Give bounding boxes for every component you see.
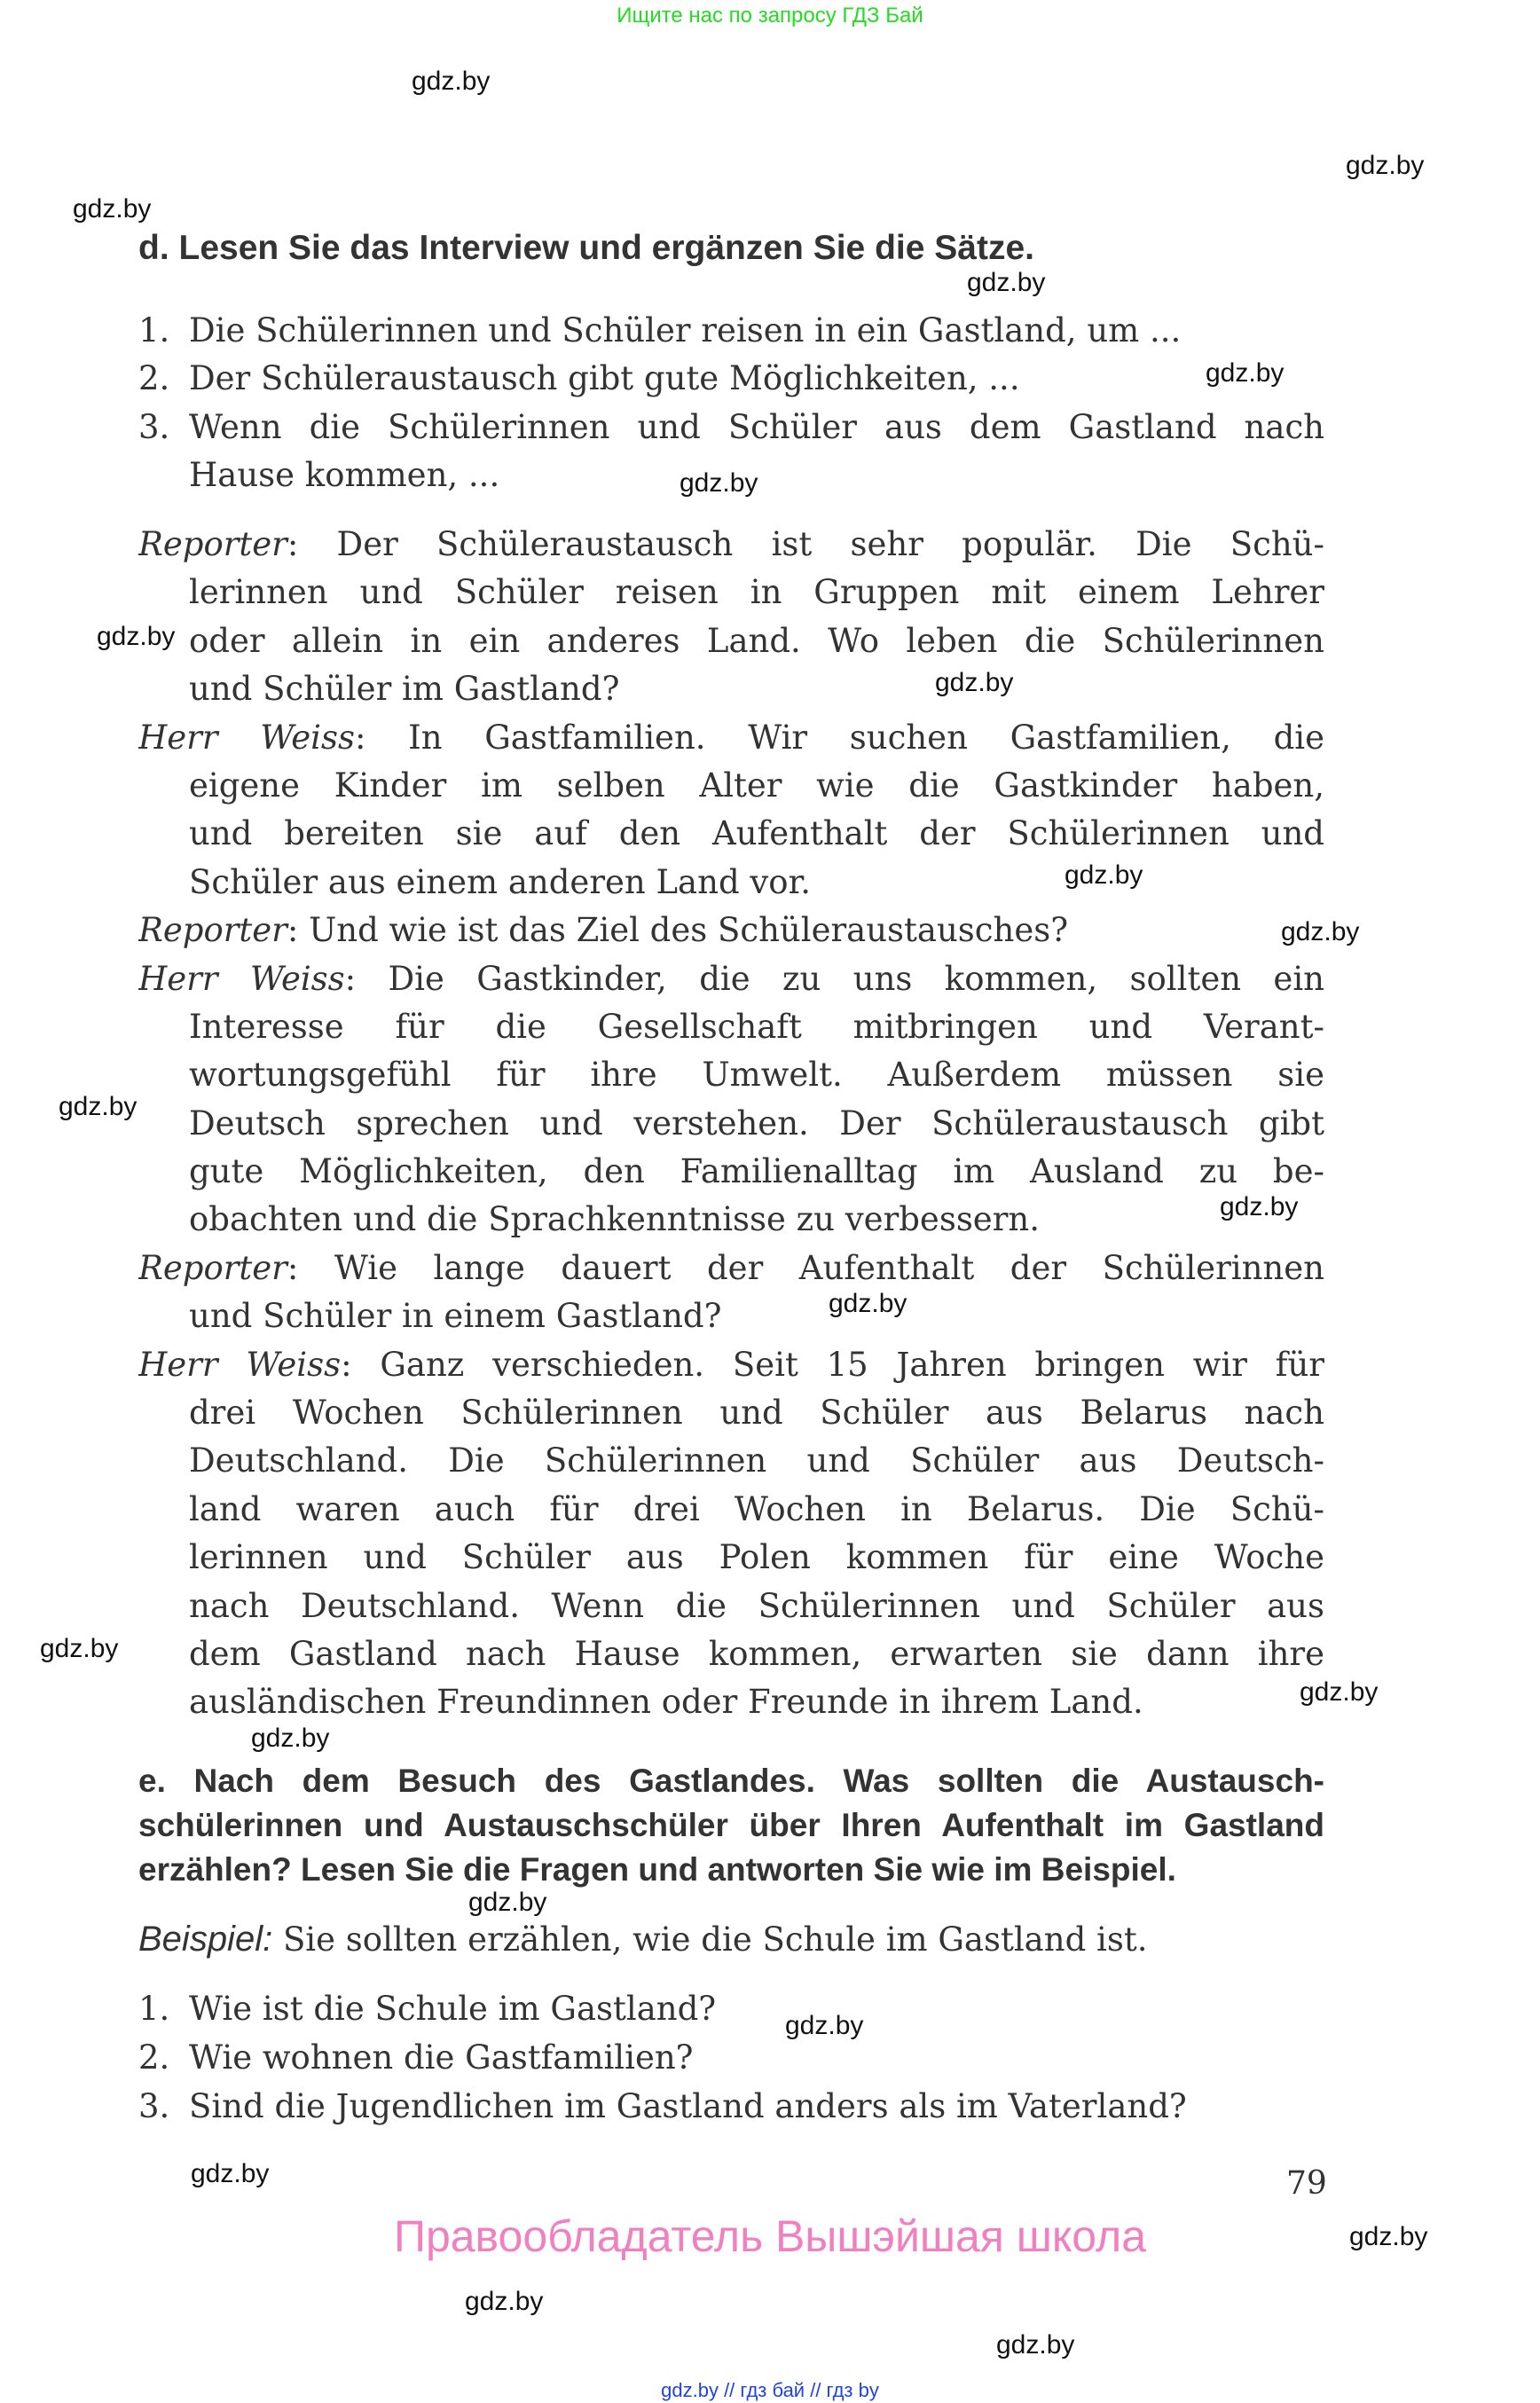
interview-text: Interesse für die Gesellschaft mitbringen und Verant- bbox=[189, 1007, 1324, 1046]
list-item-number: 2. bbox=[138, 2038, 170, 2077]
speaker-name: Reporter bbox=[138, 911, 287, 950]
list-item-text: Die Schülerinnen und Schüler reisen in ein Gastland, um ... bbox=[189, 311, 1182, 349]
interview-line bbox=[138, 907, 1324, 954]
interview-line bbox=[138, 1630, 1324, 1678]
heading-line: e. Nach dem Besuch des Gastlandes. Was sollten die Austausch- bbox=[138, 1763, 1324, 1799]
list-item-number: 3. bbox=[138, 407, 170, 446]
interview-text: : Ganz verschieden. Seit 15 Jahren bringen wir für bbox=[341, 1345, 1324, 1384]
interview-line bbox=[138, 1196, 1324, 1244]
watermark-text: gdz.by bbox=[191, 2159, 270, 2188]
watermark-text: gdz.by bbox=[412, 67, 491, 96]
interview bbox=[138, 521, 1324, 1727]
interview-line bbox=[138, 1341, 1324, 1389]
heading-line: schülerinnen und Austauschschüler über Ihren Aufenthalt im Gastland bbox=[138, 1807, 1324, 1843]
interview-text: Deutschland. Die Schülerinnen und Schüler aus Deutsch- bbox=[189, 1441, 1324, 1480]
list-item-line bbox=[138, 355, 1324, 403]
speaker-name: Herr Weiss bbox=[138, 718, 355, 757]
watermark-text: gdz.by bbox=[785, 2011, 864, 2040]
search-banner[interactable]: Ищите нас по запросу ГДЗ Бай bbox=[617, 4, 923, 27]
interview-text: Schüler aus einem anderen Land vor. bbox=[189, 862, 811, 901]
list-item-text: Wie wohnen die Gastfamilien? bbox=[189, 2038, 694, 2077]
interview-line bbox=[138, 762, 1324, 810]
speaker-name: Reporter bbox=[138, 525, 287, 563]
watermark-text: gdz.by bbox=[1065, 860, 1143, 890]
interview-text: : Die Gastkinder, die zu uns kommen, sollten ein bbox=[344, 959, 1324, 998]
interview-text: eigene Kinder im selben Alter wie die Gastkinder haben, bbox=[189, 766, 1324, 805]
watermark-text: gdz.by bbox=[1349, 2222, 1428, 2251]
interview-line bbox=[138, 1100, 1324, 1148]
interview-line bbox=[138, 1389, 1324, 1437]
interview-line bbox=[138, 810, 1324, 858]
heading-line: erzählen? Lesen Sie die Fragen und antworten Sie wie im Beispiel. bbox=[138, 1851, 1176, 1888]
watermark-text: gdz.by bbox=[680, 468, 758, 498]
interview-line bbox=[138, 1051, 1324, 1099]
list-item-number: 1. bbox=[138, 311, 170, 349]
interview-line bbox=[138, 1292, 1324, 1340]
interview-text: dem Gastland nach Hause kommen, erwarten sie dann ihre bbox=[189, 1634, 1324, 1673]
watermark-text: gdz.by bbox=[967, 268, 1046, 297]
interview-text: lerinnen und Schüler aus Polen kommen für eine Woche bbox=[189, 1538, 1324, 1577]
list-item-text: Hause kommen, ... bbox=[189, 456, 500, 495]
example bbox=[138, 1915, 1147, 1964]
interview-text: Deutsch sprechen und verstehen. Der Schüleraustausch gibt bbox=[189, 1103, 1324, 1143]
page-number: 79 bbox=[1286, 2165, 1327, 2202]
list-item-number: 2. bbox=[138, 359, 170, 398]
watermark-text: gdz.by bbox=[1220, 1192, 1299, 1221]
speaker-name: Herr Weiss bbox=[138, 1345, 342, 1384]
section-e-question-list bbox=[138, 1984, 1324, 2131]
interview-text: nach Deutschland. Wenn die Schülerinnen und Schüler aus bbox=[189, 1586, 1324, 1625]
interview-line bbox=[138, 955, 1324, 1003]
section-d-task-list bbox=[138, 307, 1324, 500]
interview-line bbox=[138, 1582, 1324, 1630]
list-item-line bbox=[138, 404, 1324, 452]
interview-line bbox=[138, 1437, 1324, 1485]
list-item-number: 3. bbox=[138, 2087, 170, 2125]
list-item bbox=[138, 2082, 1324, 2131]
list-item-text: Wie ist die Schule im Gastland? bbox=[189, 1990, 717, 2028]
interview-line bbox=[138, 521, 1324, 569]
interview-line bbox=[138, 569, 1324, 616]
list-item-line bbox=[138, 452, 1324, 499]
interview-text: : Der Schüleraustausch ist sehr populär. Die Schü- bbox=[287, 525, 1324, 563]
interview-line bbox=[138, 1245, 1324, 1292]
watermark-text: gdz.by bbox=[996, 2330, 1075, 2360]
interview-line bbox=[138, 1148, 1324, 1196]
interview-line bbox=[138, 1003, 1324, 1051]
watermark-text: gdz.by bbox=[1346, 151, 1425, 180]
interview-line bbox=[138, 1534, 1324, 1582]
interview-text: : Wie lange dauert der Aufenthalt der Schülerinnen bbox=[287, 1248, 1324, 1287]
list-item bbox=[138, 1984, 1324, 2033]
interview-text: : Und wie ist das Ziel des Schüleraustausches? bbox=[287, 911, 1069, 950]
watermark-text: gdz.by bbox=[935, 668, 1014, 697]
interview-text: land waren auch für drei Wochen in Belarus. Die Schü- bbox=[189, 1489, 1324, 1528]
list-item-text: Sind die Jugendlichen im Gastland anders als im Vaterland? bbox=[189, 2087, 1187, 2125]
interview-text: : In Gastfamilien. Wir suchen Gastfamilien, die bbox=[354, 718, 1324, 757]
interview-text: oder allein in ein anderes Land. Wo leben die Schülerinnen bbox=[189, 621, 1324, 660]
interview-line bbox=[138, 617, 1324, 665]
list-item-line bbox=[138, 307, 1324, 355]
interview-line bbox=[138, 665, 1324, 713]
watermark-text: gdz.by bbox=[829, 1289, 908, 1318]
example-text: Sie sollten erzählen, wie die Schule im Gastland ist. bbox=[272, 1920, 1148, 1959]
speaker-name: Reporter bbox=[138, 1248, 287, 1287]
watermark-text: gdz.by bbox=[1300, 1677, 1379, 1707]
interview-text: ausländischen Freundinnen oder Freunde in ihrem Land. bbox=[189, 1683, 1143, 1722]
interview-text: drei Wochen Schülerinnen und Schüler aus Belarus nach bbox=[189, 1394, 1324, 1433]
footer-links[interactable]: gdz.by // гдз бай // гдз by bbox=[661, 2379, 879, 2401]
interview-line bbox=[138, 859, 1324, 907]
section-d-heading: d. Lesen Sie das Interview und ergänzen Sie die Sätze. bbox=[138, 229, 1034, 267]
section-e-heading bbox=[138, 1759, 1324, 1892]
interview-line bbox=[138, 714, 1324, 762]
list-item-number: 1. bbox=[138, 1990, 170, 2028]
watermark-text: gdz.by bbox=[73, 194, 152, 224]
example-label: Beispiel: bbox=[138, 1920, 273, 1959]
watermark-text: gdz.by bbox=[1281, 917, 1360, 946]
interview-text: und bereiten sie auf den Aufenthalt der Schülerinnen und bbox=[189, 814, 1324, 853]
interview-line bbox=[138, 1486, 1324, 1534]
copyright-notice: Правообладатель Вышэйшая школа bbox=[394, 2211, 1146, 2261]
interview-text: und Schüler in einem Gastland? bbox=[189, 1297, 722, 1336]
interview-text: gute Möglichkeiten, den Familienalltag im Ausland zu be- bbox=[189, 1152, 1324, 1191]
list-item-text: Wenn die Schülerinnen und Schüler aus dem Gastland nach bbox=[189, 407, 1324, 446]
list-item bbox=[138, 2033, 1324, 2082]
watermark-text: gdz.by bbox=[1206, 358, 1285, 388]
interview-text: wortungsgefühl für ihre Umwelt. Außerdem müssen sie bbox=[189, 1056, 1324, 1095]
interview-text: lerinnen und Schüler reisen in Gruppen mit einem Lehrer bbox=[189, 573, 1324, 612]
list-item-text: Der Schüleraustausch gibt gute Möglichkeiten, ... bbox=[189, 359, 1020, 398]
interview-text: und Schüler im Gastland? bbox=[189, 670, 620, 709]
watermark-text: gdz.by bbox=[97, 622, 176, 651]
watermark-text: gdz.by bbox=[465, 2287, 544, 2316]
interview-line bbox=[138, 1678, 1324, 1726]
interview-text: obachten und die Sprachkenntnisse zu verbessern. bbox=[189, 1200, 1040, 1239]
speaker-name: Herr Weiss bbox=[138, 959, 345, 998]
watermark-text: gdz.by bbox=[468, 1888, 547, 1917]
watermark-text: gdz.by bbox=[251, 1724, 330, 1753]
watermark-text: gdz.by bbox=[59, 1092, 138, 1121]
watermark-text: gdz.by bbox=[40, 1634, 119, 1663]
